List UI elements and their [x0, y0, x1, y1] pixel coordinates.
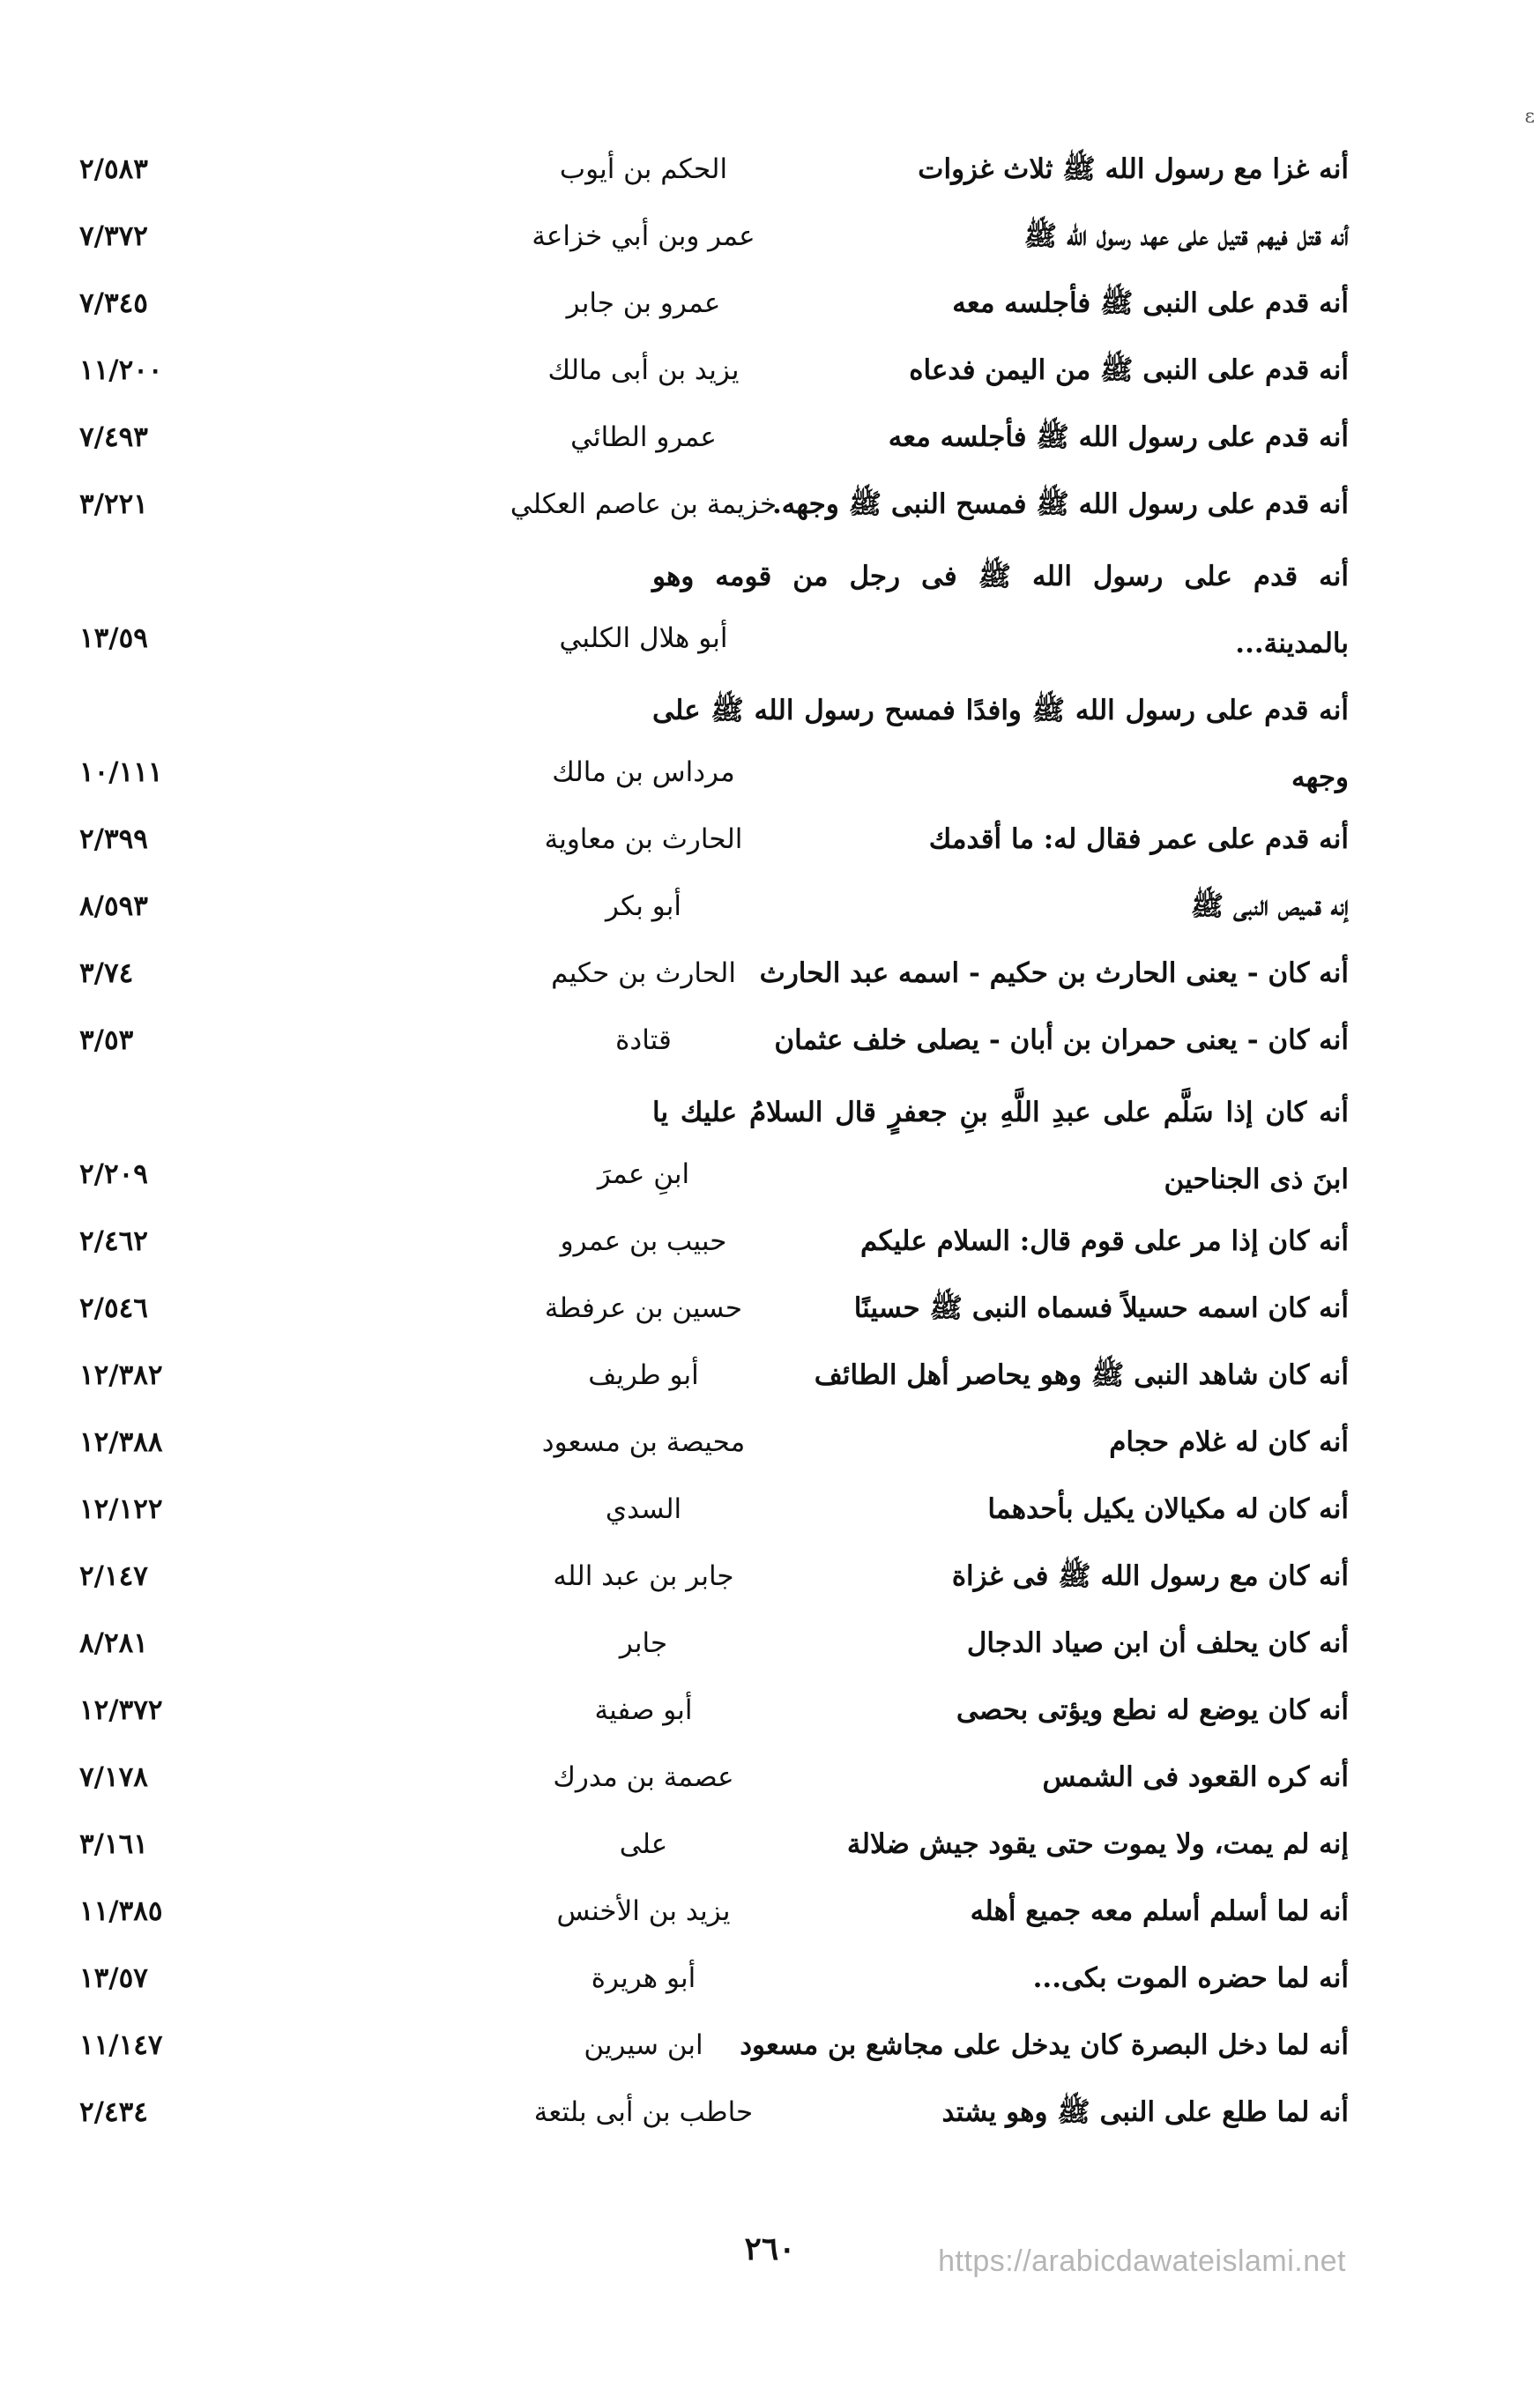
narrator-name: أبو هلال الكلبي — [559, 622, 728, 654]
narrator-name: على — [619, 1828, 668, 1860]
narrator-name: محيصة بن مسعود — [541, 1426, 746, 1458]
narrator-name: يزيد بن أبى مالك — [547, 354, 740, 386]
narrator-name: عمرو الطائي — [570, 421, 717, 453]
narrator-name: قتادة — [615, 1024, 672, 1056]
hadith-text: أنه كان شاهد النبى ﷺ وهو يحاصر أهل الطائف — [814, 1359, 1349, 1391]
narrator-name: عمرو بن جابر — [566, 287, 721, 319]
volume-page-ref: ٢/٥٤٦ — [79, 1292, 148, 1324]
narrator-name: عمر وبن أبي خزاعة — [532, 220, 755, 252]
hadith-text: أنه قدم على النبى ﷺ فأجلسه معه — [952, 287, 1349, 319]
index-row — [79, 467, 1349, 534]
narrator-name: الحارث بن حكيم — [551, 957, 736, 989]
hadith-text: أنه كان - يعنى الحارث بن حكيم - اسمه عبد الحارث — [759, 957, 1349, 989]
hadith-text: أنه قدم على رسول الله ﷺ فمسح النبى ﷺ وجهه. — [771, 488, 1349, 520]
volume-page-ref: ٣/٢٢١ — [79, 488, 148, 520]
volume-page-ref: ١١/١٤٧ — [79, 2029, 163, 2061]
volume-page-ref: ٣/٧٤ — [79, 957, 134, 989]
volume-page-ref: ١١/٢٠٠ — [79, 354, 163, 386]
volume-page-ref: ٢/٤٦٢ — [79, 1225, 148, 1257]
index-row — [79, 1941, 1349, 2008]
narrator-name: حاطب بن أبى بلتعة — [533, 2096, 754, 2128]
hadith-text: أنه كان مع رسول الله ﷺ فى غزاة — [951, 1560, 1349, 1592]
hadith-text: أنه كان له مكيالان يكيل بأحدهما — [987, 1493, 1349, 1525]
narrator-name: ابن سيرين — [584, 2029, 703, 2061]
narrator-name: جابر — [619, 1627, 668, 1659]
narrator-name: مرداس بن مالك — [552, 756, 735, 788]
hadith-text: أنه قدم على رسول الله ﷺ فأجلسه معه — [888, 421, 1349, 453]
hadith-text: أنه كان اسمه حسيلاً فسماه النبى ﷺ حسينًا — [853, 1292, 1349, 1324]
hadith-text: أنه قدم على النبى ﷺ من اليمن فدعاه — [909, 354, 1349, 386]
index-row — [79, 1740, 1349, 1807]
index-row — [79, 1204, 1349, 1271]
index-row — [79, 668, 1349, 802]
volume-page-ref: ١٢/٣٧٢ — [79, 1694, 163, 1726]
index-row — [79, 2075, 1349, 2142]
volume-page-ref: ١٢/٣٨٨ — [79, 1426, 163, 1458]
index-row — [79, 936, 1349, 1003]
hadith-text: أنه كان - يعنى حمران بن أبان - يصلى خلف عثمان — [774, 1024, 1349, 1056]
hadith-text: أنه قدم على عمر فقال له: ما أقدمك — [928, 823, 1349, 855]
hadith-text: أنه لما أسلم أسلم معه جميع أهله — [970, 1895, 1349, 1927]
volume-page-ref: ١١/٣٨٥ — [79, 1895, 163, 1927]
volume-page-ref: ٧/٣٤٥ — [79, 287, 148, 319]
volume-page-ref: ١٠/١١١ — [79, 756, 163, 788]
index-row — [79, 333, 1349, 400]
index-row — [79, 1673, 1349, 1740]
watermark-url: https://arabicdawateislami.net — [938, 2244, 1346, 2278]
index-row — [79, 1539, 1349, 1606]
hadith-text: أنه لما طلع على النبى ﷺ وهو يشتد — [941, 2096, 1349, 2128]
index-table — [79, 132, 1349, 2142]
narrator-name: حبيب بن عمرو — [560, 1225, 727, 1257]
index-row — [79, 869, 1349, 936]
narrator-name: أبو بكر — [606, 890, 681, 922]
volume-page-ref: ٧/٣٧٢ — [79, 220, 148, 252]
index-row — [79, 266, 1349, 333]
narrator-name: خزيمة بن عاصم العكلي — [510, 488, 777, 520]
margin-mark: ε — [1524, 106, 1535, 128]
narrator-name: أبو هريرة — [591, 1962, 696, 1994]
index-row — [79, 534, 1349, 668]
volume-page-ref: ٢/٢٠٩ — [79, 1158, 148, 1190]
volume-page-ref: ٢/٤٣٤ — [79, 2096, 148, 2128]
hadith-text: أنه قدم على رسول الله ﷺ فى رجل من قومه وهو بالمدينة... — [652, 561, 1349, 659]
hadith-text: أنه كره القعود فى الشمس — [1042, 1761, 1349, 1793]
index-row — [79, 400, 1349, 467]
volume-page-ref: ٨/٢٨١ — [79, 1627, 148, 1659]
volume-page-ref: ٢/٣٩٩ — [79, 823, 148, 855]
hadith-text: إنه لم يمت، ولا يموت حتى يقود جيش ضلالة — [846, 1828, 1349, 1860]
volume-page-ref: ٢/١٤٧ — [79, 1560, 148, 1592]
hadith-text: أنه لما دخل البصرة كان يدخل على مجاشع بن مسعود — [740, 2029, 1349, 2061]
index-row — [79, 802, 1349, 869]
hadith-text: أنه كان يحلف أن ابن صياد الدجال — [966, 1627, 1349, 1659]
volume-page-ref: ١٢/١٢٢ — [79, 1493, 163, 1525]
index-row — [79, 1472, 1349, 1539]
hadith-text: أنه كان يوضع له نطع ويؤتى بحصى — [956, 1694, 1349, 1726]
narrator-name: السدي — [605, 1493, 682, 1525]
narrator-name: عصمة بن مدرك — [553, 1761, 734, 1793]
volume-page-ref: ١٣/٥٧ — [79, 1962, 148, 1994]
volume-page-ref: ٢/٥٨٣ — [79, 153, 148, 185]
hadith-text: أنه لما حضره الموت بكى... — [1032, 1962, 1349, 1994]
hadith-text: أنه كان إذا سَلَّم على عبدِ اللَّهِ بنِ جعفرٍ قال السلامُ عليك يا ابنَ ذى الجناحين — [652, 1097, 1349, 1195]
index-row — [79, 2008, 1349, 2075]
index-row — [79, 1338, 1349, 1405]
hadith-text: إنه قميص النبى ﷺ — [1190, 890, 1349, 922]
volume-page-ref: ١٢/٣٨٢ — [79, 1359, 163, 1391]
narrator-name: أبو طريف — [588, 1359, 699, 1391]
volume-page-ref: ٣/١٦١ — [79, 1828, 148, 1860]
narrator-name: حسين بن عرفطة — [544, 1292, 743, 1324]
narrator-name: أبو صفية — [594, 1694, 693, 1726]
index-row — [79, 132, 1349, 199]
volume-page-ref: ٨/٥٩٣ — [79, 890, 148, 922]
hadith-text: أنه قتل فيهم قتيل على عهد رسول الله ﷺ — [1023, 220, 1349, 252]
narrator-name: جابر بن عبد الله — [553, 1560, 734, 1592]
hadith-text: أنه كان إذا مر على قوم قال: السلام عليكم — [859, 1225, 1349, 1257]
hadith-text: أنه قدم على رسول الله ﷺ وافدًا فمسح رسول الله ﷺ على وجهه — [652, 695, 1349, 793]
index-row — [79, 199, 1349, 266]
index-row — [79, 1606, 1349, 1673]
hadith-text: أنه غزا مع رسول الله ﷺ ثلاث غزوات — [918, 153, 1349, 185]
index-row — [79, 1003, 1349, 1070]
volume-page-ref: ١٣/٥٩ — [79, 622, 148, 654]
volume-page-ref: ٣/٥٣ — [79, 1024, 134, 1056]
narrator-name: ابنِ عمرَ — [597, 1158, 690, 1190]
index-row — [79, 1070, 1349, 1204]
volume-page-ref: ٧/١٧٨ — [79, 1761, 148, 1793]
narrator-name: الحكم بن أيوب — [559, 153, 728, 185]
narrator-name: الحارث بن معاوية — [544, 823, 743, 855]
index-row — [79, 1405, 1349, 1472]
index-row — [79, 1807, 1349, 1874]
index-row — [79, 1874, 1349, 1941]
narrator-name: يزيد بن الأخنس — [556, 1895, 731, 1927]
index-row — [79, 1271, 1349, 1338]
volume-page-ref: ٧/٤٩٣ — [79, 421, 148, 453]
hadith-text: أنه كان له غلام حجام — [1109, 1426, 1349, 1458]
page-number: ٢٦٠ — [744, 2230, 796, 2267]
